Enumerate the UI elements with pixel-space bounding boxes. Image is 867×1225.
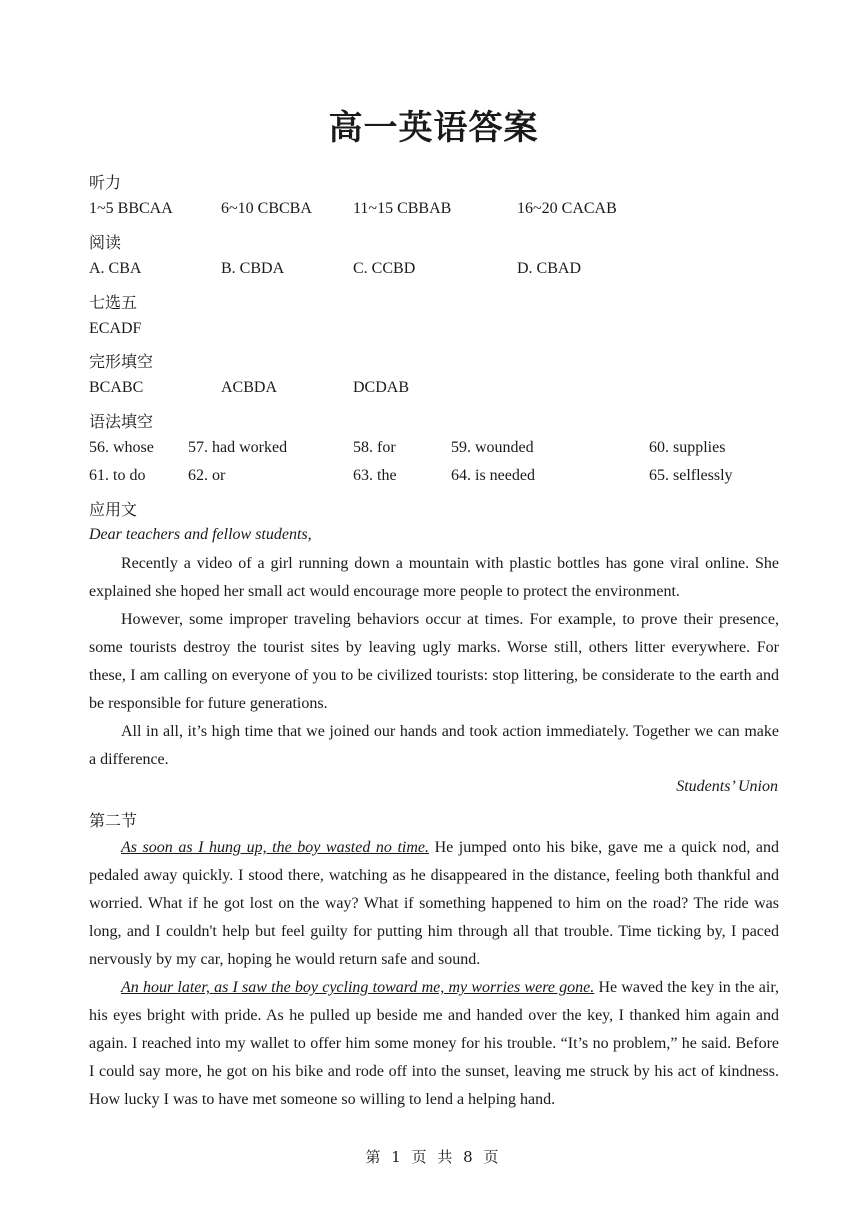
cloze-answer: DCDAB bbox=[353, 379, 410, 396]
grammar-answer: 65. selflessly bbox=[649, 467, 733, 484]
grammar-answer: 58. for bbox=[353, 439, 396, 456]
paragraph-lead-sentence: As soon as I hung up, the boy wasted no time. bbox=[121, 839, 430, 856]
grammar-answer: 56. whose bbox=[89, 439, 154, 456]
page-footer: 第 1 页 共 8 页 bbox=[365, 1148, 502, 1166]
paragraph-lead-sentence: An hour later, as I saw the boy cycling toward me, my worries were gone. bbox=[121, 979, 595, 996]
letter-paragraph: All in all, it’s high time that we joined our hands and took action immediately. Together we can make a difference. bbox=[89, 723, 779, 768]
grammar-answer: 63. the bbox=[353, 467, 397, 484]
letter-salutation: Dear teachers and fellow students, bbox=[89, 526, 312, 543]
grammar-answer: 61. to do bbox=[89, 467, 146, 484]
listening-answer: 16~20 CACAB bbox=[517, 200, 617, 217]
grammar-row-2 bbox=[0, 467, 867, 491]
letter-paragraph: However, some improper traveling behaviors occur at times. For example, to prove their presence, some tourists destroy the tourist sites by leaving ugly marks. Worse still, others litter everywhere. For these, I am calling on everyone of you to be civilized tourists: stop littering, be considerate to the earth and be responsible for future generations. bbox=[89, 611, 779, 712]
reading-answer: A. CBA bbox=[89, 260, 142, 277]
seven-choose-five-heading: 七选五 bbox=[89, 293, 138, 312]
grammar-answer: 57. had worked bbox=[188, 439, 288, 456]
section-two-heading: 第二节 bbox=[89, 811, 138, 830]
continuation-paragraph bbox=[89, 834, 779, 974]
letter-body bbox=[89, 550, 779, 774]
paragraph-text: He waved the key in the air, his eyes bright with pride. As he pulled up beside me and handed over the key, I thanked him again and again. I reached into my wallet to offer him some money for his trouble. “It’s no problem,” he said. Before I could say more, he got on his bike and rode off into the sunset, leaving me struck by his act of kindness. How lucky I was to have met someone so willing to lend a helping hand. bbox=[89, 979, 780, 1108]
practical-writing-heading: 应用文 bbox=[89, 500, 138, 519]
page-title: 高一英语答案 bbox=[328, 108, 539, 148]
continuation-paragraph bbox=[89, 974, 779, 1114]
listening-heading: 听力 bbox=[89, 173, 122, 192]
grammar-answer: 59. wounded bbox=[451, 439, 534, 456]
seven-choose-five-answer: ECADF bbox=[89, 320, 142, 337]
cloze-answer: ACBDA bbox=[221, 379, 278, 396]
continuation-body bbox=[89, 834, 779, 1114]
reading-answer: B. CBDA bbox=[221, 260, 285, 277]
listening-answer: 6~10 CBCBA bbox=[221, 200, 312, 217]
reading-answer: C. CCBD bbox=[353, 260, 416, 277]
letter-paragraph: Recently a video of a girl running down a mountain with plastic bottles has gone viral online. She explained she hoped her small act would encourage more people to protect the environment. bbox=[89, 555, 779, 600]
grammar-answer: 64. is needed bbox=[451, 467, 535, 484]
listening-answers-row bbox=[0, 200, 867, 224]
reading-answers-row bbox=[0, 260, 867, 284]
letter-signature: Students’ Union bbox=[676, 778, 778, 795]
seven-choose-five-row bbox=[0, 320, 867, 344]
grammar-answer: 62. or bbox=[188, 467, 226, 484]
cloze-answers-row bbox=[0, 379, 867, 403]
reading-answer: D. CBAD bbox=[517, 260, 582, 277]
reading-heading: 阅读 bbox=[89, 233, 122, 252]
cloze-heading: 完形填空 bbox=[89, 352, 154, 371]
listening-answer: 1~5 BBCAA bbox=[89, 200, 173, 217]
listening-answer: 11~15 CBBAB bbox=[353, 200, 452, 217]
cloze-answer: BCABC bbox=[89, 379, 144, 396]
grammar-heading: 语法填空 bbox=[89, 412, 154, 431]
grammar-row-1 bbox=[0, 439, 867, 463]
paragraph-text: He jumped onto his bike, gave me a quick nod, and pedaled away quickly. I stood there, watching as he disappeared in the distance, feeling both thankful and worried. What if he got lost on the way? What if something happened to him on the road? The ride was long, and I couldn't help but feel guilty for putting him through all that trouble. Time ticking by, I paced nervously by my car, hoping he would return safe and sound. bbox=[89, 839, 780, 968]
grammar-answer: 60. supplies bbox=[649, 439, 726, 456]
